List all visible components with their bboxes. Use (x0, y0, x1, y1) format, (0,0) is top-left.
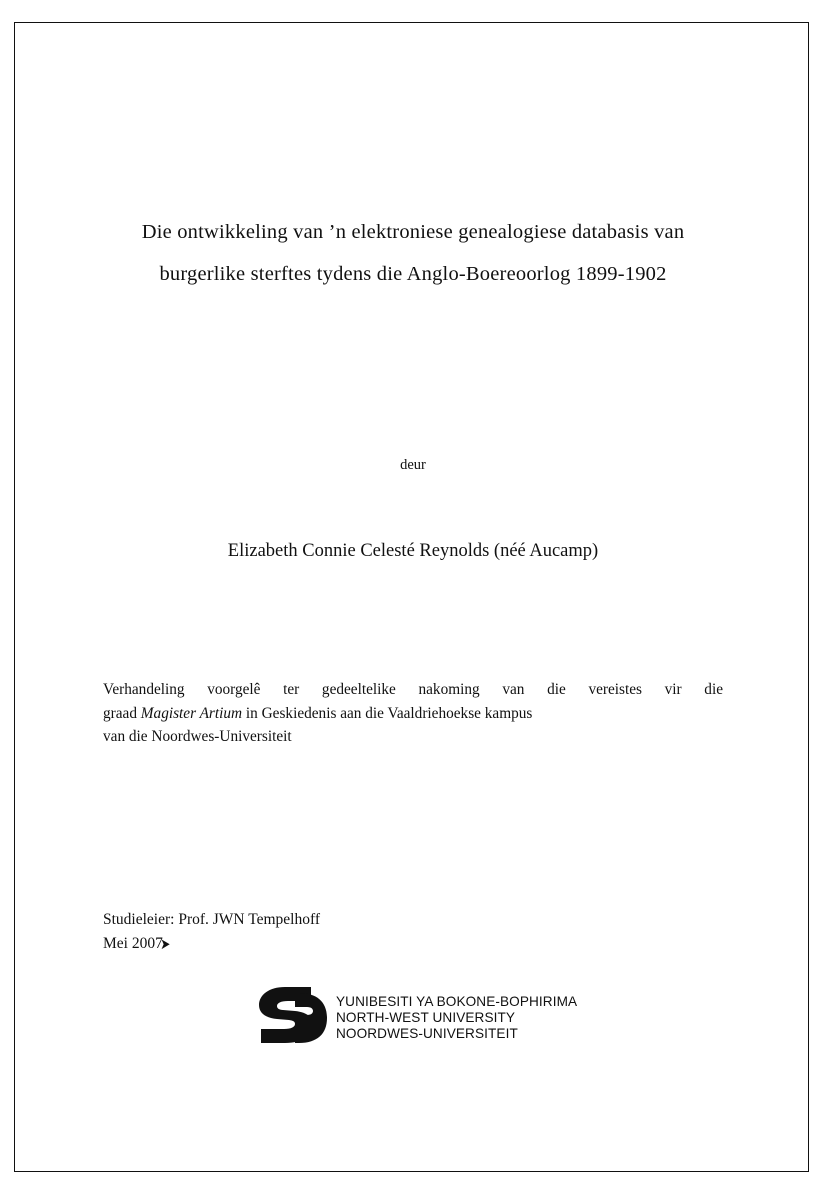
statement-line-3: van die Noordwes-Universiteit (103, 728, 292, 745)
logo-text-line-3: NOORDWES-UNIVERSITEIT (336, 1026, 518, 1042)
title-line-1: Die ontwikkeling van ’n elektroniese genealogiese databasis van (141, 221, 685, 243)
document-page (14, 22, 809, 1172)
university-logo-block (103, 985, 723, 1063)
statement-line-2-prefix: graad (103, 704, 141, 722)
supervisor-line: Studieleier: Prof. JWN Tempelhoff (103, 911, 321, 928)
degree-statement (103, 678, 723, 749)
page-content (103, 23, 723, 1171)
page-title (103, 211, 723, 295)
date-line (103, 932, 171, 956)
date-text: Mei 2007 (103, 935, 163, 952)
logo-text-line-2: NORTH-WEST UNIVERSITY (336, 1009, 516, 1025)
supervisor-and-date (103, 908, 723, 956)
statement-line-1: Verhandeling voorgelê ter gedeeltelike nakoming van die vereistes vir die (103, 681, 723, 698)
date-stray-mark-icon: ➤ (160, 937, 171, 953)
north-west-university-logo-icon (255, 985, 329, 1051)
statement-line-2 (103, 702, 723, 726)
date-line-wrap (103, 932, 723, 956)
title-line-2: burgerlike sterftes tydens die Anglo-Boereoorlog 1899-1902 (159, 263, 667, 285)
statement-line-2-suffix: in Geskiedenis aan die Vaaldriehoekse kampus (242, 704, 533, 722)
degree-name: Magister Artium (140, 704, 243, 722)
logo-wrapper (255, 985, 577, 1051)
logo-text (336, 994, 577, 1043)
byline-label: deur (400, 457, 426, 473)
author-name: Elizabeth Connie Celesté Reynolds (néé Aucamp) (227, 541, 599, 561)
logo-text-line-1: YUNIBESITI YA BOKONE-BOPHIRIMA (336, 993, 578, 1009)
